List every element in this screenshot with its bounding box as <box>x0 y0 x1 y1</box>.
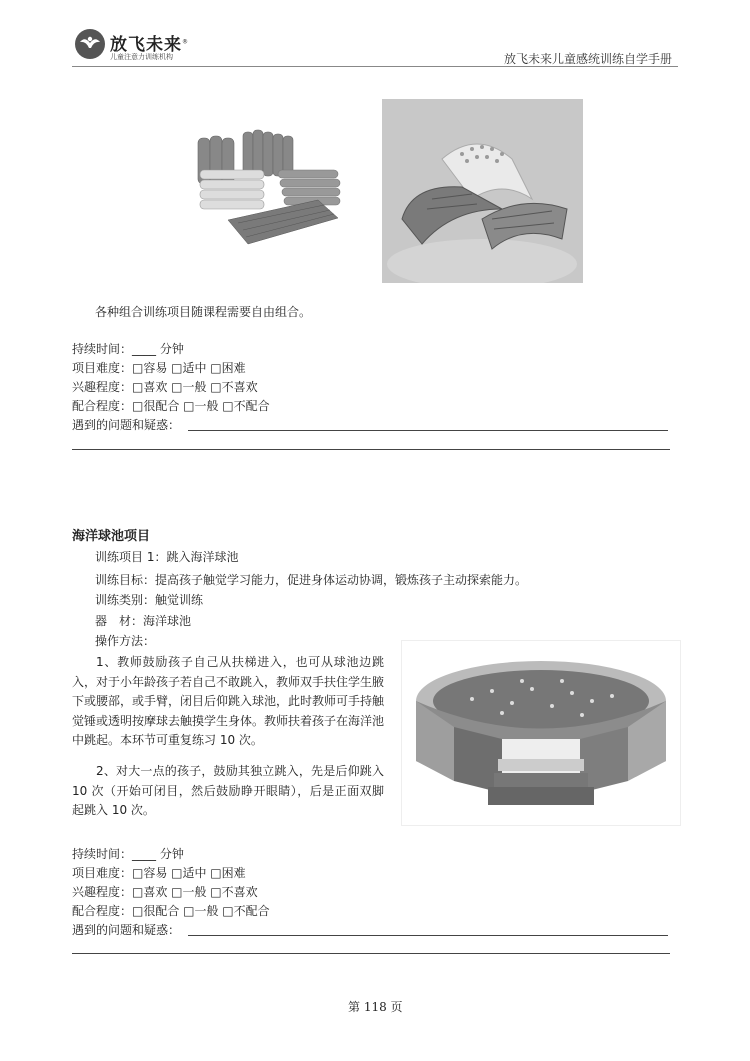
tactile-balance-board-image <box>382 99 583 283</box>
ball-pit-image <box>401 640 681 826</box>
problems-answer-line-3 <box>188 935 668 936</box>
interest-field: 兴趣程度：□喜欢 □一般 □不喜欢 <box>72 380 258 394</box>
bird-logo-icon <box>74 28 106 60</box>
difficulty-field: 项目难度：□容易 □适中 □困难 <box>72 361 246 375</box>
duration-field-2: 持续时间：____ 分钟 <box>72 847 184 861</box>
interest-field-2: 兴趣程度：□喜欢 □一般 □不喜欢 <box>72 885 258 899</box>
page-number: 第 118 页 <box>348 1000 403 1014</box>
problems-answer-line-2 <box>72 449 670 450</box>
problems-answer-line-4 <box>72 953 670 954</box>
problems-answer-line <box>188 430 668 431</box>
method-step-2: 2、对大一点的孩子，鼓励其独立跳入，先是后仰跳入 10 次（开始可闭目，然后鼓励睁开眼睛），后是正面双脚起跳入 10 次。 <box>72 764 384 817</box>
training-item: 训练项目 1：跳入海洋球池 <box>95 550 239 564</box>
brand-logo <box>74 28 214 64</box>
logo-subtitle: 儿童注意力训练机构 <box>110 53 173 61</box>
section-title: 海洋球池项目 <box>72 529 151 544</box>
cooperation-field-2: 配合程度：□很配合 □一般 □不配合 <box>72 904 270 918</box>
combination-caption: 各种组合训练项目随课程需要自由组合。 <box>95 305 312 319</box>
logo-name: 放飞未来® <box>110 35 189 55</box>
method-step-1: 1、教师鼓励孩子自己从扶梯进入，也可从球池边跳入，对于小年龄孩子若自己不敢跳入，教师双手扶住学生腋下或腰部，或手臂，闭目后仰跳入球池，此时教师可手持触觉锤或透明按摩球去触摸学生身体。教师扶着孩子在海洋池中跳起。本环节可重复练习 10 次。 <box>72 655 385 747</box>
cooperation-field: 配合程度：□很配合 □一般 □不配合 <box>72 399 270 413</box>
training-goal: 训练目标：提高孩子触觉学习能力，促进身体运动协调，锻炼孩子主动探索能力。 <box>95 573 528 587</box>
problems-label: 遇到的问题和疑惑： <box>72 418 181 432</box>
foam-roller-mats-image <box>188 120 348 250</box>
duration-field: 持续时间：____ 分钟 <box>72 342 184 356</box>
difficulty-field-2: 项目难度：□容易 □适中 □困难 <box>72 866 246 880</box>
header-divider <box>72 66 678 67</box>
problems-label-2: 遇到的问题和疑惑： <box>72 923 181 937</box>
training-equipment: 器 材：海洋球池 <box>95 614 192 628</box>
method-label: 操作方法： <box>95 634 156 648</box>
training-category: 训练类别：触觉训练 <box>95 593 204 607</box>
header-title: 放飞未来儿童感统训练自学手册 <box>503 52 672 66</box>
